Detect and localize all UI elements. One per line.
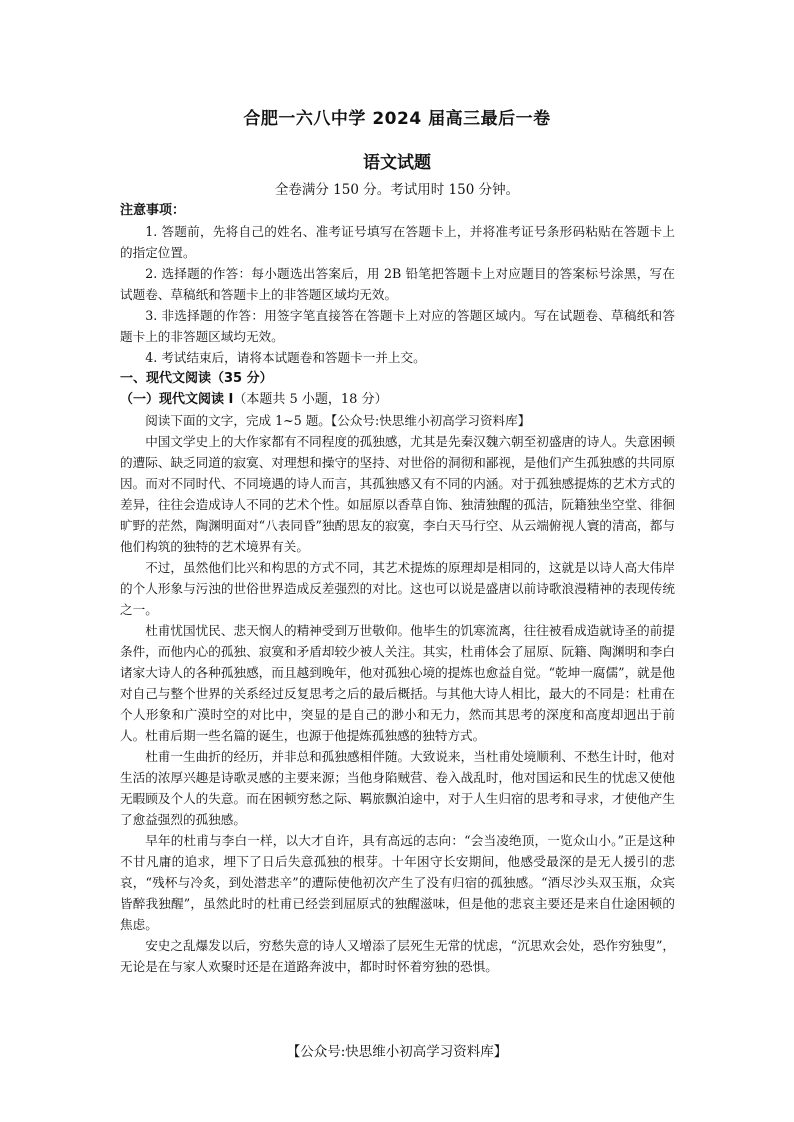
notes-heading: 注意事项： (120, 203, 186, 218)
passage-paragraph: 不过，虽然他们比兴和构思的方式不同，其艺术提炼的原理却是相同的，这就是以诗人高大伟岸的个人形象与污浊的世俗世界造成反差强烈的对比。这也可以说是盛唐以前诗歌浪漫精神的表现传统之一。 (120, 560, 675, 617)
exam-title: 合肥一六八中学 2024 届高三最后一卷 (243, 109, 551, 129)
exam-info: 全卷满分 150 分。考试用时 150 分钟。 (274, 182, 520, 198)
exam-subject: 语文试题 (363, 153, 431, 173)
passage-paragraph: 早年的杜甫与李白一样，以大才自许，具有高远的志向：“会当凌绝顶，一览众山小。”正是这种不甘凡庸的追求，埋下了日后失意孤独的根芽。十年困守长安期间，他感受最深的是无人援引的悲哀，“残杯与冷炙，到处潜悲辛”的遭际使他初次产生了没有归宿的孤独感。“酒尽沙头双玉瓶，众宾皆醉我独醒”，虽然此时的杜甫已经尝到屈原式的独醒滋味，但是他的悲哀主要还是来自仕途困顿的焦虑。 (120, 833, 675, 932)
exam-content (120, 200, 675, 977)
passage-paragraph: 杜甫忧国忧民、悲天悯人的精神受到万世敬仰。他毕生的饥寒流离，往往被看成造就诗圣的前提条件，而他内心的孤独、寂寞和矛盾却较少被人关注。其实，杜甫体会了屈原、阮籍、陶渊明和李白诸家大诗人的各种孤独感，而且越到晚年，他对孤独心境的提炼也愈益自觉。“乾坤一腐儒”，就是他对自己与整个世界的关系经过反复思考之后的最后概括。与其他大诗人相比，最大的不同是：杜甫在个人形象和广漠时空的对比中，突显的是自己的渺小和无力，然而其思考的深度和高度却迥出于前人。杜甫后期一些名篇的诞生，也源于他提炼孤独感的独特方式。 (120, 623, 675, 743)
note-item-3: 3. 非选择题的作答：用签字笔直接答在答题卡上对应的答题区域内。写在试题卷、草稿纸和答题卡上的非答题区域均无效。 (120, 308, 675, 344)
section-heading: 一、现代文阅读（35 分） (120, 371, 273, 386)
note-item-2: 2. 选择题的作答：每小题选出答案后，用 2B 铅笔把答题卡上对应题目的答案标号涂黑，写在试题卷、草稿纸和答题卡上的非答题区域均无效。 (120, 266, 675, 302)
note-item-4: 4. 考试结束后，请将本试题卷和答题卡一并上交。 (145, 350, 426, 365)
passage-paragraph: 安史之乱爆发以后，穷愁失意的诗人又增添了层死生无常的忧虑，“沉思欢会处，恐作穷独叟”，无论是在与家人欢聚时还是在道路奔波中，都时时怀着穷独的恐惧。 (120, 938, 675, 974)
reading-instruction: 阅读下面的文字，完成 1~5 题。【公众号:快思维小初高学习资料库】 (145, 413, 531, 428)
page-footer: 【公众号:快思维小初高学习资料库】 (286, 1044, 508, 1060)
passage-paragraph: 杜甫一生曲折的经历，并非总和孤独感相伴随。大致说来，当杜甫处境顺利、不愁生计时，他对生活的浓厚兴趣是诗歌灵感的主要来源；当他身陷贼营、卷入战乱时，他对国运和民生的忧虑又使他无暇顾及个人的失意。而在困顿穷愁之际、羁旅飘泊途中，对于人生归宿的思考和寻求，才使他产生了愈益强烈的孤独感。 (120, 749, 675, 827)
subsection-heading (120, 389, 675, 410)
subsection-title: （一）现代文阅读 I (120, 392, 234, 407)
note-item-1: 1. 答题前，先将自己的姓名、准考证号填写在答题卡上，并将准考证号条形码粘贴在答题卡上的指定位置。 (120, 224, 675, 260)
passage-paragraph: 中国文学史上的大作家都有不同程度的孤独感，尤其是先秦汉魏六朝至初盛唐的诗人。失意困顿的遭际、缺乏同道的寂寞、对理想和操守的坚持、对世俗的洞彻和鄙视，是他们产生孤独感的共同原因。而对不同时代、不同境遇的诗人而言，其孤独感又有不同的内涵。对于孤独感提炼的艺术方式的差异，往往会造成诗人不同的艺术个性。如屈原以香草自饰、独清独醒的孤洁，阮籍独坐空堂、徘徊旷野的茫然，陶渊明面对“八表同昏”独酌思友的寂寞，李白天马行空、从云端俯视人寰的清高，都与他们构筑的独特的艺术境界有关。 (120, 434, 675, 554)
subsection-note: （本题共 5 小题，18 分） (233, 392, 388, 407)
